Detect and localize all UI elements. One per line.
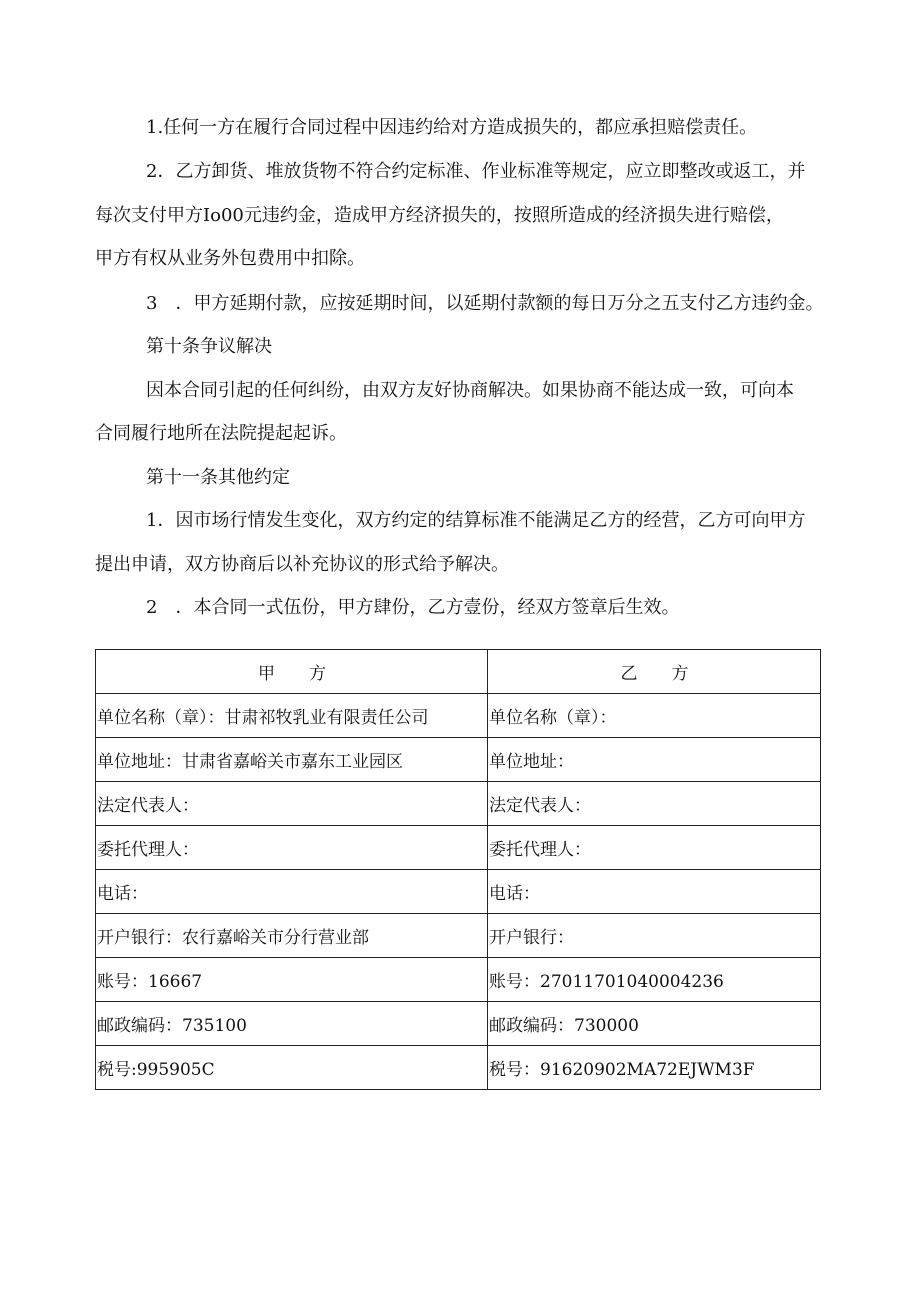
party-b-header: 乙 方: [488, 650, 821, 694]
party-b-phone: 电话：: [488, 870, 821, 914]
table-row: [96, 870, 821, 914]
party-a-phone: 电话：: [96, 870, 488, 914]
party-a-postcode: 邮政编码：735100: [96, 1002, 488, 1046]
signature-table: [95, 649, 821, 1090]
party-b-company: 单位名称（章）：: [488, 694, 821, 738]
article-11-item-1-line-2: 提出申请，双方协商后以补充协议的形式给予解决。: [95, 554, 509, 575]
article-10-title: 第十条争议解决: [146, 336, 272, 357]
article-10-line-1: 因本合同引起的任何纠纷，由双方友好协商解决。如果协商不能达成一致，可向本: [146, 380, 794, 401]
party-b-account: 账号：27011701040004236: [488, 958, 821, 1002]
table-row: [96, 1002, 821, 1046]
table-row: [96, 782, 821, 826]
party-b-agent: 委托代理人：: [488, 826, 821, 870]
clause-2-line-2: 每次支付甲方Io00元违约金，造成甲方经济损失的，按照所造成的经济损失进行赔偿，: [95, 205, 784, 226]
table-row: [96, 694, 821, 738]
clause-2-line-3: 甲方有权从业务外包费用中扣除。: [95, 248, 365, 269]
party-b-bank: 开户银行：: [488, 914, 821, 958]
article-10-line-2: 合同履行地所在法院提起起诉。: [95, 423, 347, 444]
party-a-address: 单位地址：甘肃省嘉峪关市嘉东工业园区: [96, 738, 488, 782]
table-row: [96, 826, 821, 870]
clause-1: 1.任何一方在履行合同过程中因违约给对方造成损失的，都应承担赔偿责任。: [146, 117, 758, 138]
article-11-title: 第十一条其他约定: [146, 467, 290, 488]
party-a-legal-rep: 法定代表人：: [96, 782, 488, 826]
party-b-postcode: 邮政编码：730000: [488, 1002, 821, 1046]
party-b-address: 单位地址：: [488, 738, 821, 782]
table-row: [96, 958, 821, 1002]
table-row: [96, 914, 821, 958]
article-11-item-2: 2 ．本合同一式伍份，甲方肆份，乙方壹份，经双方签章后生效。: [146, 597, 680, 618]
party-a-tax-id: 税号:995905C: [96, 1046, 488, 1090]
article-11-item-1-line-1: 1．因市场行情发生变化，双方约定的结算标准不能满足乙方的经营，乙方可向甲方: [146, 510, 806, 531]
party-b-tax-id: 税号：91620902MA72EJWM3F: [488, 1046, 821, 1090]
party-a-account: 账号：16667: [96, 958, 488, 1002]
party-a-header: 甲 方: [96, 650, 488, 694]
party-a-bank: 开户银行：农行嘉峪关市分行营业部: [96, 914, 488, 958]
table-header-row: [96, 650, 821, 694]
clause-2-line-1: 2．乙方卸货、堆放货物不符合约定标准、作业标准等规定，应立即整改或返工，并: [146, 161, 806, 182]
table-row: [96, 1046, 821, 1090]
table-row: [96, 738, 821, 782]
party-b-legal-rep: 法定代表人：: [488, 782, 821, 826]
clause-3: 3 ．甲方延期付款，应按延期时间，以延期付款额的每日万分之五支付乙方违约金。: [146, 293, 824, 314]
party-a-company: 单位名称（章）：甘肃祁牧乳业有限责任公司: [96, 694, 488, 738]
party-a-agent: 委托代理人：: [96, 826, 488, 870]
